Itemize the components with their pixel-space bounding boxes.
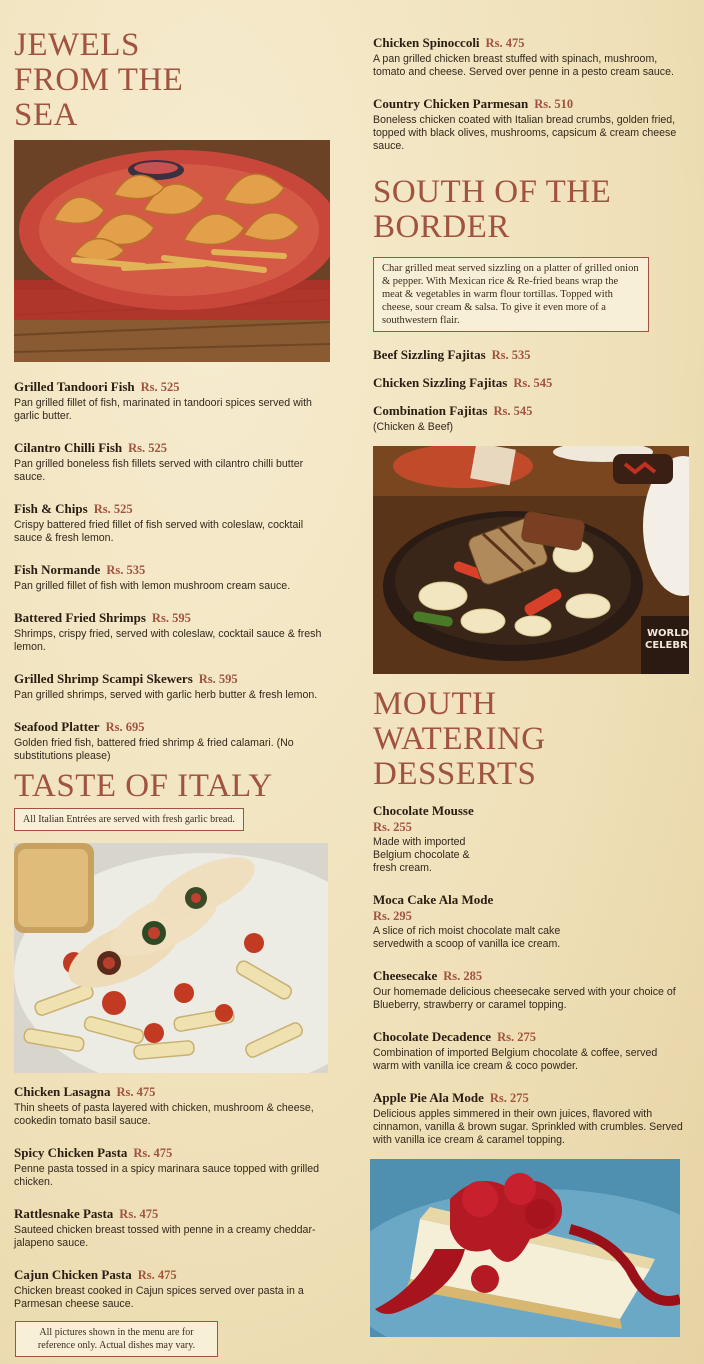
border-title (373, 175, 683, 245)
item-name: Grilled Tandoori Fish (14, 379, 135, 394)
border-item-list (373, 346, 683, 434)
item-price: Rs. 595 (151, 611, 191, 625)
menu-item (14, 1144, 330, 1189)
item-description: (Chicken & Beef) (373, 421, 454, 433)
item-price: Rs. 525 (93, 502, 133, 516)
menu-item (14, 378, 330, 423)
sizzling-fajitas-photo (373, 446, 689, 674)
menu-item (373, 802, 683, 875)
photo-sign-text: WORLD (647, 628, 689, 639)
item-name: Chicken Sizzling Fajitas (373, 375, 508, 390)
item-price: Rs. 545 (493, 404, 533, 418)
item-description: Pan grilled fillet of fish with lemon mushroom cream sauce. (14, 580, 291, 592)
item-name: Spicy Chicken Pasta (14, 1145, 128, 1160)
item-description: Sauteed chicken breast tossed with penne in a creamy cheddar-jalapeno sauce. (14, 1224, 316, 1249)
menu-item (14, 670, 330, 702)
border-title-line: BORDER (373, 209, 510, 245)
item-price: Rs. 475 (133, 1146, 173, 1160)
item-price: Rs. 595 (198, 672, 238, 686)
item-description: Pan grilled shrimps, served with garlic herb butter & fresh lemon. (14, 689, 318, 701)
italy-item-list (14, 1083, 330, 1311)
left-column (14, 28, 330, 1357)
item-price: Rs. 695 (105, 720, 145, 734)
item-description: Made with imported Belgium chocolate & fresh cream. (373, 836, 470, 874)
item-price: Rs. 475 (485, 36, 525, 50)
item-description: Crispy battered fried fillet of fish served with coleslaw, cocktail sauce & fresh lemon. (14, 519, 304, 544)
cheesecake-photo (370, 1159, 680, 1337)
fried-shrimp-photo (14, 140, 330, 362)
item-name: Fish & Chips (14, 501, 88, 516)
cheesecake-illustration (370, 1159, 680, 1337)
item-name: Country Chicken Parmesan (373, 96, 529, 111)
photo-sign-text: CELEBR (645, 640, 688, 651)
chicken-item-list (373, 34, 683, 153)
desserts-title-line: DESSERTS (373, 756, 537, 792)
menu-item (373, 95, 683, 153)
item-price: Rs. 525 (140, 380, 180, 394)
item-name: Apple Pie Ala Mode (373, 1090, 484, 1105)
item-description: A pan grilled chicken breast stuffed with spinach, mushroom, tomato and cheese. Served over penne in a pesto cream sauce. (373, 53, 674, 78)
desserts-title-line: MOUTH (373, 686, 497, 722)
jewels-title-line: JEWELS (14, 27, 140, 63)
sizzling-fajitas-illustration (373, 446, 689, 674)
dessert-item-list (373, 802, 683, 1147)
menu-item (14, 1266, 330, 1311)
pictures-disclaimer: All pictures shown in the menu are for reference only. Actual dishes may vary. (15, 1321, 218, 1357)
item-price: Rs. 295 (373, 909, 412, 923)
item-name: Chicken Spinoccoli (373, 35, 480, 50)
item-price: Rs. 535 (106, 563, 146, 577)
desserts-title-line: WATERING (373, 721, 546, 757)
item-name: Grilled Shrimp Scampi Skewers (14, 671, 193, 686)
item-name: Moca Cake Ala Mode (373, 892, 494, 907)
item-description: Shrimps, crispy fried, served with coleslaw, cocktail sauce & fresh lemon. (14, 628, 322, 653)
item-description: Golden fried fish, battered fried shrimp & fried calamari. (No substitutions please) (14, 737, 294, 762)
item-name: Beef Sizzling Fajitas (373, 347, 486, 362)
menu-item (14, 1083, 330, 1128)
item-name: Combination Fajitas (373, 403, 488, 418)
item-name: Seafood Platter (14, 719, 100, 734)
border-title-line: SOUTH OF THE (373, 174, 612, 210)
item-description: Chicken breast cooked in Cajun spices served over pasta in a Parmesan cheese sauce. (14, 1285, 304, 1310)
item-name: Cajun Chicken Pasta (14, 1267, 132, 1282)
item-description: Boneless chicken coated with Italian bread crumbs, golden fried, topped with black olives, mushrooms, capsicum & cream cheese sauce. (373, 114, 677, 152)
menu-item (14, 1205, 330, 1250)
item-price: Rs. 275 (497, 1030, 536, 1044)
item-name: Battered Fried Shrimps (14, 610, 146, 625)
item-name: Cilantro Chilli Fish (14, 440, 123, 455)
menu-item (373, 1089, 683, 1147)
menu-item (14, 500, 330, 545)
item-description: Delicious apples simmered in their own juices, flavored with cinnamon, vanilla & brown sugar. Sprinkled with crumbles. Served with vanilla ice cream & caramel topping. (373, 1108, 683, 1146)
menu-item (373, 1028, 683, 1073)
item-description: A slice of rich moist chocolate malt cake servedwith a scoop of vanilla ice cream. (373, 925, 561, 950)
item-description: Combination of imported Belgium chocolate & coffee, served warm with vanilla ice cream & coco powder. (373, 1047, 658, 1072)
item-price: Rs. 475 (116, 1085, 156, 1099)
jewels-title (14, 28, 330, 133)
stuffed-chicken-pasta-illustration (14, 843, 328, 1073)
item-description: Pan grilled fillet of fish, marinated in tandoori spices served with garlic butter. (14, 397, 312, 422)
fried-shrimp-illustration (14, 140, 330, 362)
item-price: Rs. 545 (513, 376, 553, 390)
item-name: Chocolate Decadence (373, 1029, 492, 1044)
item-price: Rs. 525 (128, 441, 168, 455)
item-price: Rs. 275 (489, 1091, 529, 1105)
jewels-item-list (14, 378, 330, 763)
item-price: Rs. 475 (137, 1268, 177, 1282)
item-description: Thin sheets of pasta layered with chicken, mushroom & cheese, cookedin tomato basil sauce. (14, 1102, 314, 1127)
desserts-title (373, 687, 683, 792)
right-column (373, 34, 689, 1337)
italy-note: All Italian Entrées are served with fresh garlic bread. (14, 808, 244, 831)
jewels-title-line: SEA (14, 97, 78, 133)
menu-item (373, 967, 683, 1012)
menu-item (14, 609, 330, 654)
item-name: Cheesecake (373, 968, 438, 983)
stuffed-chicken-pasta-photo (14, 843, 328, 1073)
item-price: Rs. 285 (443, 969, 483, 983)
item-description: Pan grilled boneless fish fillets served with cilantro chilli butter sauce. (14, 458, 304, 483)
item-description: Penne pasta tossed in a spicy marinara sauce topped with grilled chicken. (14, 1163, 320, 1188)
item-price: Rs. 475 (119, 1207, 159, 1221)
item-price: Rs. 510 (534, 97, 574, 111)
item-name: Fish Normande (14, 562, 101, 577)
item-name: Chocolate Mousse (373, 803, 474, 818)
border-note: Char grilled meat served sizzling on a platter of grilled onion & pepper. With Mexican rice & Re-fried beans wrap the meat & vegetables in warm flour tortillas. Topped with cheese, sour cream & salsa. To give it even more of a southwestern flair. (373, 257, 649, 332)
menu-item (373, 346, 683, 364)
item-price: Rs. 535 (491, 348, 531, 362)
item-price: Rs. 255 (373, 820, 412, 834)
menu-item (373, 374, 683, 392)
jewels-title-line: FROM THE (14, 62, 184, 98)
italy-title: TASTE OF ITALY (14, 768, 273, 804)
item-name: Chicken Lasagna (14, 1084, 111, 1099)
menu-item (14, 439, 330, 484)
menu-item (373, 891, 683, 951)
menu-item (14, 561, 330, 593)
menu-item (373, 34, 683, 79)
menu-item (373, 402, 683, 434)
item-description: Our homemade delicious cheesecake served with your choice of Blueberry, strawberry or caramel topping. (373, 986, 676, 1011)
menu-item (14, 718, 330, 763)
item-name: Rattlesnake Pasta (14, 1206, 114, 1221)
